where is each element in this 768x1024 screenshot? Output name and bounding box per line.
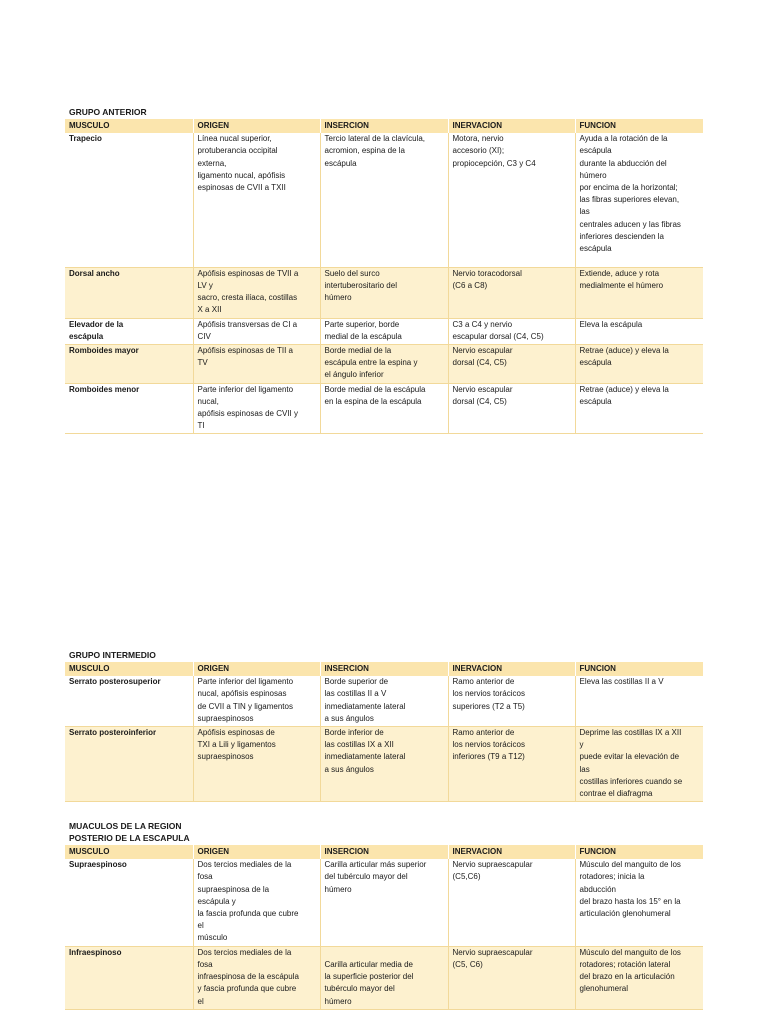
cell-musculo: Romboides menor — [65, 383, 193, 434]
cell-funcion: Deprime las costillas IX a XII y puede evitar la elevación de las costillas inferiores cuando se contrae el diafragma — [575, 727, 703, 802]
header-musculo: MUSCULO — [65, 119, 193, 133]
cell-musculo: Elevador de la escápula — [65, 318, 193, 344]
cell-musculo: Serrato posterosuperior — [65, 676, 193, 726]
cell-funcion: Retrae (aduce) y eleva la escápula — [575, 383, 703, 434]
cell-origen: Apófisis espinosas de TII a TV — [193, 344, 320, 383]
cell-inervacion: C3 a C4 y nervio escapular dorsal (C4, C5) — [448, 318, 575, 344]
table-row — [65, 727, 703, 802]
table-anterior — [65, 119, 703, 434]
cell-insercion: Suelo del surco intertuberositario del húmero — [320, 267, 448, 318]
header-funcion: FUNCION — [575, 119, 703, 133]
cell-funcion: Músculo del manguito de los rotadores; inicia la abducción del brazo hasta los 15° en la articulación glenohumeral — [575, 859, 703, 946]
table-row — [65, 267, 703, 318]
header-musculo: MUSCULO — [65, 662, 193, 676]
cell-funcion: Músculo del manguito de los rotadores; rotación lateral del brazo en la articulación glenohumeral — [575, 946, 703, 1009]
table-row — [65, 676, 703, 726]
cell-origen: Dos tercios mediales de la fosa supraespinosa de la escápula y la fascia profunda que cubre el músculo — [193, 859, 320, 946]
cell-musculo: Trapecio — [65, 133, 193, 267]
cell-musculo: Serrato posteroinferior — [65, 727, 193, 802]
cell-funcion: Ayuda a la rotación de la escápula durante la abducción del húmero por encima de la horizontal; las fibras superiores elevan, las centrales aducen y las fibras inferiores descienden la escápula — [575, 133, 703, 267]
cell-funcion: Eleva la escápula — [575, 318, 703, 344]
cell-inervacion: Motora, nervio accesorio (XI); propiocepción, C3 y C4 — [448, 133, 575, 267]
cell-origen: Parte inferior del ligamento nucal, apófisis espinosas de CVII y TI — [193, 383, 320, 434]
cell-inervacion: Nervio escapular dorsal (C4, C5) — [448, 344, 575, 383]
header-row — [65, 119, 703, 133]
cell-inervacion: Nervio supraescapular (C5,C6) — [448, 859, 575, 946]
cell-musculo: Supraespinoso — [65, 859, 193, 946]
header-insercion: INSERCION — [320, 119, 448, 133]
header-insercion: INSERCION — [320, 662, 448, 676]
group-title-region-posterior: MUACULOS DE LA REGION POSTERIO DE LA ESCAPULA — [69, 821, 190, 843]
cell-funcion: Eleva las costillas II a V — [575, 676, 703, 726]
cell-insercion: Tercio lateral de la clavícula, acromion, espina de la escápula — [320, 133, 448, 267]
header-funcion: FUNCION — [575, 662, 703, 676]
group-title-anterior: GRUPO ANTERIOR — [69, 107, 147, 117]
cell-inervacion: Nervio toracodorsal (C6 a C8) — [448, 267, 575, 318]
header-row — [65, 845, 703, 859]
table-row — [65, 318, 703, 344]
cell-funcion: Extiende, aduce y rota medialmente el húmero — [575, 267, 703, 318]
table-row — [65, 383, 703, 434]
header-inervacion: INERVACION — [448, 119, 575, 133]
group-title-intermedio: GRUPO INTERMEDIO — [69, 650, 156, 660]
cell-musculo: Infraespinoso — [65, 946, 193, 1009]
cell-origen: Apófisis espinosas de TXI a Lili y ligamentos supraespinosos — [193, 727, 320, 802]
table-intermedio — [65, 662, 703, 802]
cell-inervacion: Ramo anterior de los nervios torácicos inferiores (T9 a T12) — [448, 727, 575, 802]
cell-insercion: Borde medial de la escápula entre la espina y el ángulo inferior — [320, 344, 448, 383]
header-row — [65, 662, 703, 676]
cell-insercion: Borde medial de la escápula en la espina de la escápula — [320, 383, 448, 434]
header-origen: ORIGEN — [193, 662, 320, 676]
cell-inervacion: Nervio escapular dorsal (C4, C5) — [448, 383, 575, 434]
cell-insercion: Borde inferior de las costillas IX a XII inmediatamente lateral a sus ángulos — [320, 727, 448, 802]
cell-inervacion: Nervio supraescapular (C5, C6) — [448, 946, 575, 1009]
cell-insercion: Borde superior de las costillas II a V inmediatamente lateral a sus ángulos — [320, 676, 448, 726]
cell-origen: Parte inferior del ligamento nucal, apófisis espinosas de CVII a TIN y ligamentos supraespinosos — [193, 676, 320, 726]
cell-origen: Línea nucal superior, protuberancia occipital externa, ligamento nucal, apófisis espinosas de CVII a TXII — [193, 133, 320, 267]
header-funcion: FUNCION — [575, 845, 703, 859]
header-inervacion: INERVACION — [448, 662, 575, 676]
header-musculo: MUSCULO — [65, 845, 193, 859]
cell-insercion: Carilla articular más superior del tubérculo mayor del húmero — [320, 859, 448, 946]
cell-origen: Apófisis espinosas de TVII a LV y sacro, cresta ilíaca, costillas X a XII — [193, 267, 320, 318]
header-origen: ORIGEN — [193, 119, 320, 133]
cell-insercion: Carilla articular media de la superficie posterior del tubérculo mayor del húmero — [320, 946, 448, 1009]
table-row — [65, 946, 703, 1009]
header-insercion: INSERCION — [320, 845, 448, 859]
cell-funcion: Retrae (aduce) y eleva la escápula — [575, 344, 703, 383]
cell-musculo: Dorsal ancho — [65, 267, 193, 318]
cell-origen: Dos tercios mediales de la fosa infraespinosa de la escápula y fascia profunda que cubre el — [193, 946, 320, 1009]
cell-origen: Apófisis transversas de CI a CIV — [193, 318, 320, 344]
header-origen: ORIGEN — [193, 845, 320, 859]
table-row — [65, 133, 703, 267]
table-row — [65, 859, 703, 946]
cell-musculo: Romboides mayor — [65, 344, 193, 383]
table-row — [65, 344, 703, 383]
table-region-posterior — [65, 845, 703, 1010]
cell-insercion: Parte superior, borde medial de la escápula — [320, 318, 448, 344]
cell-inervacion: Ramo anterior de los nervios torácicos superiores (T2 a T5) — [448, 676, 575, 726]
header-inervacion: INERVACION — [448, 845, 575, 859]
